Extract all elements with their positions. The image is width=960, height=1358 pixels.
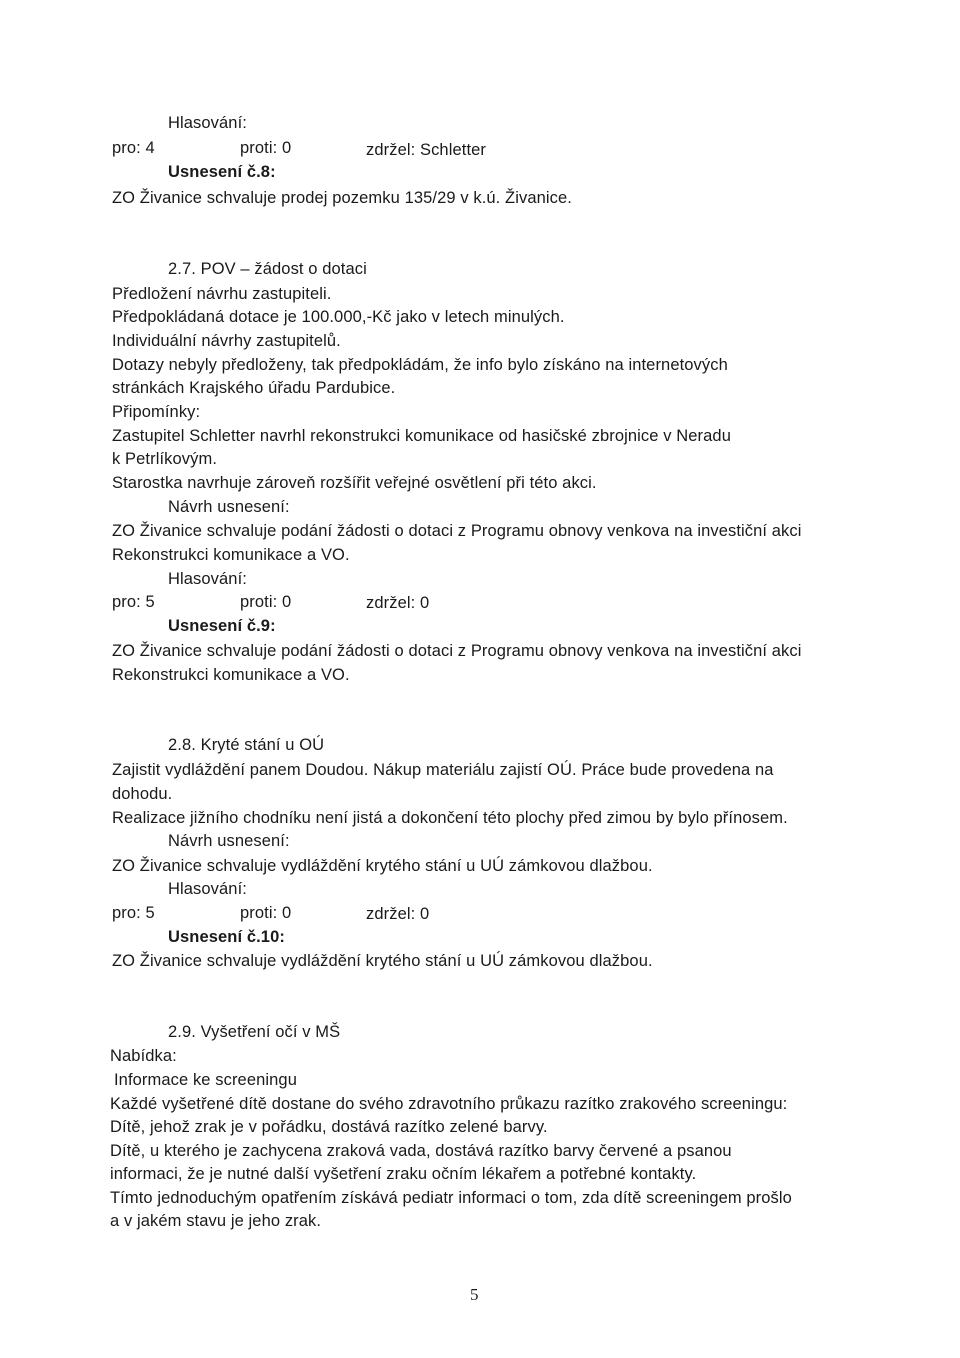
paragraph-line: Realizace jižního chodníku není jistá a dokončení této plochy před zimou by bylo přínosem.: [112, 809, 788, 827]
vote-pro: pro: 4: [112, 139, 155, 157]
section-heading: 2.7. POV – žádost o dotaci: [168, 260, 367, 278]
paragraph-line: stránkách Krajského úřadu Pardubice.: [112, 379, 396, 397]
resolution-heading: Usnesení č.8:: [168, 163, 276, 181]
paragraph-line: dohodu.: [112, 785, 173, 803]
resolution-line: ZO Živanice schvaluje podání žádosti o dotaci z Programu obnovy venkova na investiční akci: [112, 642, 802, 660]
vote-proti: proti: 0: [240, 904, 292, 922]
paragraph-line: informaci, že je nutné další vyšetření zraku očním lékařem a potřebné kontakty.: [110, 1165, 697, 1183]
vote-heading: Hlasování:: [168, 570, 247, 588]
paragraph-line: Zastupitel Schletter navrhl rekonstrukci komunikace od hasičské zbrojnice v Neradu: [112, 427, 731, 445]
vote-zdrzel: zdržel: 0: [366, 905, 430, 923]
paragraph-line: a v jakém stavu je jeho zrak.: [110, 1212, 322, 1230]
proposal-text: ZO Živanice schvaluje vydláždění krytého stání u UÚ zámkovou dlažbou.: [112, 857, 653, 875]
paragraph-line: Dítě, jehož zrak je v pořádku, dostává razítko zelené barvy.: [110, 1118, 548, 1136]
vote-pro: pro: 5: [112, 904, 155, 922]
proposal-line: ZO Živanice schvaluje podání žádosti o dotaci z Programu obnovy venkova na investiční akci: [112, 522, 802, 540]
resolution-heading: Usnesení č.9:: [168, 617, 276, 635]
vote-proti: proti: 0: [240, 139, 292, 157]
proposal-line: Rekonstrukci komunikace a VO.: [112, 546, 350, 564]
vote-proti: proti: 0: [240, 593, 292, 611]
vote-pro: pro: 5: [112, 593, 155, 611]
paragraph-line: Tímto jednoduchým opatřením získává pediatr informaci o tom, zda dítě screeningem prošlo: [110, 1189, 792, 1207]
section-heading: 2.8. Kryté stání u OÚ: [168, 736, 325, 754]
paragraph-line: Dítě, u kterého je zachycena zraková vada, dostává razítko barvy červené a psanou: [110, 1142, 732, 1160]
paragraph-line: Zajistit vydláždění panem Doudou. Nákup materiálu zajistí OÚ. Práce bude provedena na: [112, 761, 774, 779]
vote-zdrzel: zdržel: 0: [366, 594, 430, 612]
section-heading: 2.9. Vyšetření očí v MŠ: [168, 1023, 341, 1041]
paragraph-line: Starostka navrhuje zároveň rozšířit veřejné osvětlení při této akci.: [112, 474, 597, 492]
vote-heading: Hlasování:: [168, 114, 247, 132]
page-number: 5: [470, 1285, 479, 1304]
proposal-heading: Návrh usnesení:: [168, 832, 290, 850]
vote-zdrzel: zdržel: Schletter: [366, 141, 486, 159]
paragraph-line: Předložení návrhu zastupiteli.: [112, 285, 332, 303]
resolution-heading: Usnesení č.10:: [168, 928, 285, 946]
paragraph-line: Každé vyšetřené dítě dostane do svého zdravotního průkazu razítko zrakového screeningu:: [110, 1095, 788, 1113]
vote-heading: Hlasování:: [168, 880, 247, 898]
resolution-text: ZO Živanice schvaluje vydláždění krytého stání u UÚ zámkovou dlažbou.: [112, 952, 653, 970]
paragraph-line: Předpokládaná dotace je 100.000,-Kč jako v letech minulých.: [112, 308, 565, 326]
paragraph-line: Nabídka:: [110, 1047, 177, 1065]
paragraph-line: Informace ke screeningu: [114, 1071, 297, 1089]
paragraph-line: k Petrlíkovým.: [112, 450, 218, 468]
paragraph-line: Dotazy nebyly předloženy, tak předpokládám, že info bylo získáno na internetových: [112, 356, 728, 374]
resolution-text: ZO Živanice schvaluje prodej pozemku 135/29 v k.ú. Živanice.: [112, 189, 572, 207]
resolution-line: Rekonstrukci komunikace a VO.: [112, 666, 350, 684]
paragraph-line: Připomínky:: [112, 403, 201, 421]
proposal-heading: Návrh usnesení:: [168, 498, 290, 516]
paragraph-line: Individuální návrhy zastupitelů.: [112, 332, 341, 350]
